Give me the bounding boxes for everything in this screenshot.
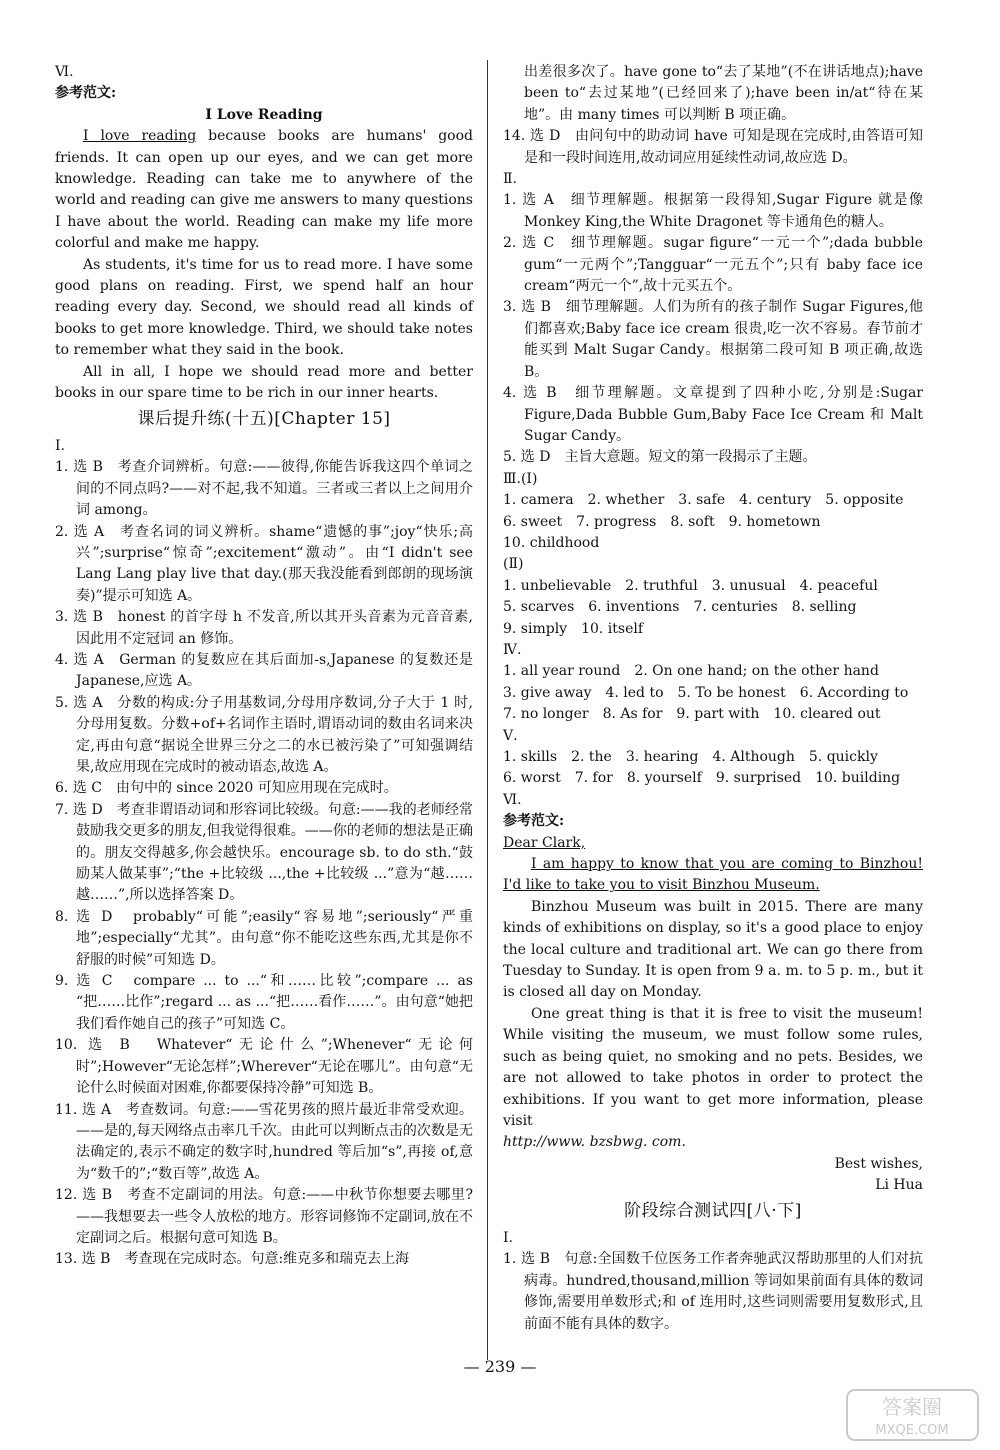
answer-item: 14. 选 D 由问句中的助动词 have 可知是现在完成时,由答语可知是和一段时间连用,故动词应用延续性动词,故应选 D。	[503, 128, 923, 166]
answer-item: 7. 选 D 考查非谓语动词和形容词比较级。句意:——我的老师经常鼓励我交更多的朋友,但我觉得很难。——你的老师的想法是正确的。朋友交得越多,你会越快乐。encourage sb. to do sth.“鼓励某人做某事”;“the +比较级 ...,the +比较级 ...”意为“越……越……”,所以选择答案 D。	[55, 801, 473, 904]
answer-item: 9. 选 C compare ... to ...“和……比较”;compare ... as “把……比作”;regard ... as ...“把……看作……”。由句意“她把我们看作她自己的孩子”可知选 C。	[55, 973, 473, 1032]
answer-item: 10. 选 B Whatever“无论什么”;Whenever“无论何时”;However“无论怎样”;Wherever“无论在哪儿”。由句意“无论什么时候面对困难,你都要保持冷静”可知选 B。	[55, 1037, 473, 1097]
answer-item: 6. 选 C 由句中的 since 2020 可知应用现在完成时。	[55, 780, 398, 797]
part-i-heading: Ⅰ.	[55, 437, 65, 454]
section-title: 课后提升练(十五)[Chapter 15]	[137, 408, 391, 429]
answer-line: 1. all year round 2. On one hand; on the other hand	[503, 663, 879, 680]
answer-item-continued: 出差很多次了。have gone to“去了某地”(不在讲话地点);have been to“去过某地”(已经回来了);have been in/at“待在某地”。由 many times 可以判断 B 项正确。	[524, 64, 923, 123]
part-vi-heading: Ⅵ.	[503, 791, 522, 808]
answer-item: 1. 选 B 考查介词辨析。句意:——彼得,你能告诉我这四个单词之间的不同点吗?——对不起,我不知道。三者或三者以上之间用介词 among。	[55, 459, 473, 519]
right-column	[503, 62, 923, 1335]
watermark-url: MXQE.COM	[875, 1423, 949, 1438]
answer-item: 8. 选 D probably“可能”;easily“容易地”;seriously“严重地”;especially“尤其”。由句意“你不能吃这些东西,尤其是你不舒服的时候”可知选 D。	[55, 908, 473, 968]
answer-line: 5. scarves 6. inventions 7. centuries 8. selling	[503, 599, 857, 616]
watermark-text: 答案圈	[882, 1395, 942, 1419]
essay-paragraph-3: All in all, I hope we should read more and better books in our spare time to be rich in our inner hearts.	[55, 363, 473, 402]
left-column	[55, 62, 473, 1271]
answer-line: 6. worst 7. for 8. yourself 9. surprised 10. building	[503, 770, 901, 787]
letter-url: http://www. bzsbwg. com.	[503, 1134, 686, 1151]
vi-heading: Ⅵ.	[55, 64, 74, 80]
section-title-2: 阶段综合测试四[八·下]	[624, 1200, 802, 1221]
answer-item: 1. 选 A 细节理解题。根据第一段得知,Sugar Figure 就是像 Monkey King,the White Dragonet 等卡通角色的糖人。	[503, 192, 923, 230]
answer-item: 13. 选 B 考查现在完成时态。句意:维克多和瑞克去上海	[55, 1251, 410, 1268]
answer-line: 7. no longer 8. As for 9. part with 10. cleared out	[503, 706, 881, 723]
answer-line: 1. skills 2. the 3. hearing 4. Although 5. quickly	[503, 749, 878, 765]
part-iii-ii-heading: (Ⅱ)	[503, 556, 524, 573]
letter-closing: Best wishes,	[834, 1155, 923, 1172]
answer-line: 9. simply 10. itself	[503, 620, 644, 637]
letter-paragraph-3: One great thing is that it is free to visit the museum! While visiting the museum, we must follow some rules, such as being quiet, no smoking and no pets. Besides, we are not allowed to take photos in order to protect the exhibitions. If you want to get more information, please visit	[503, 1005, 923, 1129]
part-ii-heading: Ⅱ.	[503, 171, 517, 188]
essay-title: I Love Reading	[205, 106, 323, 123]
essay-paragraph-1	[55, 126, 473, 254]
answer-item: 11. 选 A 考查数词。句意:——雪花男孩的照片最近非常受欢迎。——是的,每天网络点击率几千次。由此可以判断点击的次数是无法确定的,表示不确定的数字时,hundred 等后加“s”,再接 of,意为“数千的”;“数百等”,故选 A。	[55, 1101, 473, 1182]
part-i-heading-2: Ⅰ.	[503, 1229, 513, 1246]
answer-line: 1. camera 2. whether 3. safe 4. century 5. opposite	[503, 492, 904, 509]
letter-paragraph-2: Binzhou Museum was built in 2015. There are many kinds of exhibitions on display, so it's a good place to enjoy the local culture and traditional art. We can go there from Tuesday to Sunday. It is open from 9 a. m. to 5 p. m., but it is closed all day on Monday.	[503, 898, 923, 1001]
sample-label: 参考范文:	[55, 85, 117, 102]
letter-paragraph-1: I am happy to know that you are coming to Binzhou! I'd like to take you to visit Binzhou Museum.	[503, 856, 923, 894]
answer-line: 3. give away 4. led to 5. To be honest 6. According to	[503, 684, 909, 701]
watermark-logo	[845, 1388, 980, 1442]
essay-paragraph-2: As students, it's time for us to read more. I have some good plans on reading. First, we spend half an hour reading every day. Second, we should read all kinds of books to get more knowledge. Third, we should take notes to remember what they said in the book.	[55, 256, 473, 359]
answer-item: 4. 选 A German 的复数应在其后面加-s,Japanese 的复数还是 Japanese,应选 A。	[55, 651, 473, 690]
essay-underlined-phrase: I love reading	[83, 128, 197, 145]
answer-item: 12. 选 B 考查不定副词的用法。句意:——中秋节你想要去哪里?——我想要去一些令人放松的地方。形容词修饰不定副词,放在不定副词之后。根据句意可知选 B。	[55, 1187, 473, 1246]
answer-item: 1. 选 B 句意:全国数千位医务工作者奔驰武汉帮助那里的人们对抗病毒。hundred,thousand,million 等词如果前面有具体的数词修饰,需要用单数形式;和 of 连用时,这些词则需要用复数形式,且前面不能有具体的数字。	[503, 1251, 923, 1332]
answer-line: 10. childhood	[503, 534, 600, 551]
sample-label: 参考范文:	[503, 813, 565, 830]
column-divider	[487, 60, 488, 1360]
answer-item: 5. 选 A 分数的构成:分子用基数词,分母用序数词,分子大于 1 时,分母用复数。分数+of+名词作主语时,谓语动词的数由名词来决定,再由句意“据说全世界三分之二的水已被污染了”可知强调结果,故应用现在完成时的被动语态,故选 A。	[55, 694, 473, 775]
answer-line: 1. unbelievable 2. truthful 3. unusual 4. peaceful	[503, 577, 878, 594]
letter-salutation: Dear Clark,	[503, 834, 586, 851]
answer-item: 2. 选 A 考查名词的词义辨析。shame“遗憾的事”;joy“快乐;高兴”;surprise“惊奇”;excitement“激动”。由“I didn't see Lang Lang play live that day.(那天我没能看到郎朗的现场演奏)”提示可知选 A。	[55, 523, 473, 604]
part-iii-i-heading: Ⅲ.(Ⅰ)	[503, 470, 538, 487]
essay-p1-text: because books are humans' good friends. It can open up our eyes, and we can get more knowledge. Reading can take me to anywhere of the world and reading can give me answers to many questions I have about the world. Reading can make my life more colorful and make me happy.	[55, 128, 473, 252]
answer-item: 2. 选 C 细节理解题。sugar figure“一元一个”;dada bubble gum“一元两个”;Tangguar“一元五个”;只有 baby face ice cream“两元一个”,故十元买五个。	[503, 235, 923, 295]
answer-line: 6. sweet 7. progress 8. soft 9. hometown	[503, 513, 821, 530]
part-v-heading: Ⅴ.	[503, 727, 518, 744]
page-number: — 239 —	[463, 1357, 537, 1376]
part-iv-heading: Ⅳ.	[503, 641, 522, 658]
answer-item: 5. 选 D 主旨大意题。短文的第一段揭示了主题。	[503, 449, 817, 466]
answer-item: 4. 选 B 细节理解题。文章提到了四种小吃,分别是:Sugar Figure,Dada Bubble Gum,Baby Face Ice Cream 和 Malt Sugar Candy。	[503, 385, 923, 444]
letter-signature: Li Hua	[875, 1177, 923, 1194]
answer-item: 3. 选 B 细节理解题。人们为所有的孩子制作 Sugar Figures,他们都喜欢;Baby face ice cream 很贵,吃一次不容易。春节前才能买到 Malt Sugar Candy。根据第二段可知 B 项正确,故选 B。	[503, 299, 923, 380]
answer-item: 3. 选 B honest 的首字母 h 不发音,所以其开头音素为元音音素,因此用不定冠词 an 修饰。	[55, 609, 473, 647]
